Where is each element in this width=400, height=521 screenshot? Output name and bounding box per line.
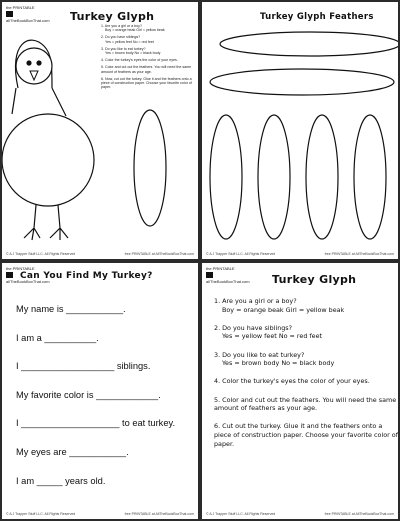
instruction-item: 6. Cut out the turkey. Glue it and the feathers onto a piece of construction paper. Choose your favorite color of paper. xyxy=(214,422,398,448)
brand-line-1: the PRINTABLE xyxy=(6,5,35,10)
feather-vertical-4 xyxy=(354,115,386,239)
sentence-line: I ___________________ to eat turkey. xyxy=(16,418,176,429)
feather-horizontal-2 xyxy=(210,69,394,95)
worksheet-page-feathers xyxy=(202,2,398,259)
turkey-eye-left xyxy=(26,60,31,65)
turkey-leg-left xyxy=(24,205,40,240)
instruction-item: 2. Do you have siblings? Yes = yellow feet No = red feet xyxy=(101,35,154,44)
brand-line-1: the PRINTABLE xyxy=(6,266,35,271)
page-title: Turkey Glyph Feathers xyxy=(260,12,374,22)
instruction-item: 5. Color and cut out the feathers. You will need the same amount of feathers as your age. xyxy=(101,65,192,74)
page-footer: © A J Trapper Stuff LLC. All Rights Reserved free PRINTABLE at AllTheBookBoxThat.com xyxy=(6,512,194,516)
page-title: Turkey Glyph xyxy=(70,10,155,23)
turkey-body xyxy=(2,114,94,206)
instruction-item: 1. Are you a girl or a boy? Boy = orange beak Girl = yellow beak xyxy=(214,297,345,314)
sentence-line: I am a __________. xyxy=(16,332,99,343)
feather-shape xyxy=(134,110,166,226)
sentence-line: I am _____ years old. xyxy=(16,475,106,486)
worksheet-page-turkey-glyph-large xyxy=(202,263,398,519)
page-footer: © A J Trapper Stuff LLC. All Rights Reserved free PRINTABLE at AllTheBookBoxThat.com xyxy=(6,252,194,256)
instruction-item: 2. Do you have siblings? Yes = yellow feet No = red feet xyxy=(214,323,323,341)
feather-vertical-2 xyxy=(258,115,290,239)
instruction-item: 3. Do you like to eat turkey? Yes = brown body No = black body xyxy=(101,46,161,56)
instruction-item: 6. Now, cut out the turkey. Glue it and the feathers onto a piece of construction paper. Choose your favorite color of paper. xyxy=(101,76,192,90)
sentence-line: My name is ___________. xyxy=(16,304,126,314)
brand-logo-square xyxy=(206,272,213,278)
glyph-instructions-large xyxy=(214,297,398,458)
turkey-leg-right xyxy=(50,205,68,240)
page-footer: © A J Trapper Stuff LLC. All Rights Reserved free PRINTABLE at AllTheBookBoxThat.com xyxy=(206,512,394,516)
feather-vertical-1 xyxy=(210,115,242,239)
sentence-line: My eyes are ___________. xyxy=(16,446,129,457)
brand-line-2: allTheBookBoxThat.com xyxy=(6,18,50,23)
page-title: Turkey Glyph xyxy=(272,273,357,286)
instruction-item: 3. Do you like to eat turkey? Yes = brown body No = black body xyxy=(214,350,335,368)
feather-horizontal-1 xyxy=(220,32,398,56)
feather-vertical-3 xyxy=(306,115,338,239)
sentence-line: My favorite color is ____________. xyxy=(16,389,161,400)
fill-in-sentences xyxy=(16,303,196,503)
instruction-item: 4. Color the turkey's eyes the color of your eyes. xyxy=(214,377,370,386)
page-footer: © A J Trapper Stuff LLC. All Rights Reserved free PRINTABLE at AllTheBookBoxThat.com xyxy=(206,252,394,256)
brand-mark xyxy=(206,266,250,284)
instruction-item: 1. Are you a girl or a boy? Boy = orange beak Girl = yellow beak xyxy=(101,24,165,33)
feathers-drawing xyxy=(202,2,398,259)
brand-logo-square xyxy=(6,272,13,278)
brand-line-1: the PRINTABLE xyxy=(206,266,235,271)
glyph-instructions xyxy=(101,24,193,92)
instruction-item: 5. Color and cut out the feathers. You will need the same amount of feathers as your age. xyxy=(214,395,397,413)
turkey-eye-right xyxy=(36,60,41,65)
brand-line-2: allTheBookBoxThat.com xyxy=(206,279,250,284)
brand-line-2: allTheBookBoxThat.com xyxy=(6,279,50,284)
worksheet-page-find-my-turkey xyxy=(2,263,198,519)
instruction-item: 4. Color the turkey's eyes the color of your eyes. xyxy=(101,58,178,63)
page-title: Can You Find My Turkey? xyxy=(20,271,153,281)
worksheet-page-turkey-glyph xyxy=(2,2,198,259)
sentence-line: I __________________ siblings. xyxy=(16,361,151,372)
